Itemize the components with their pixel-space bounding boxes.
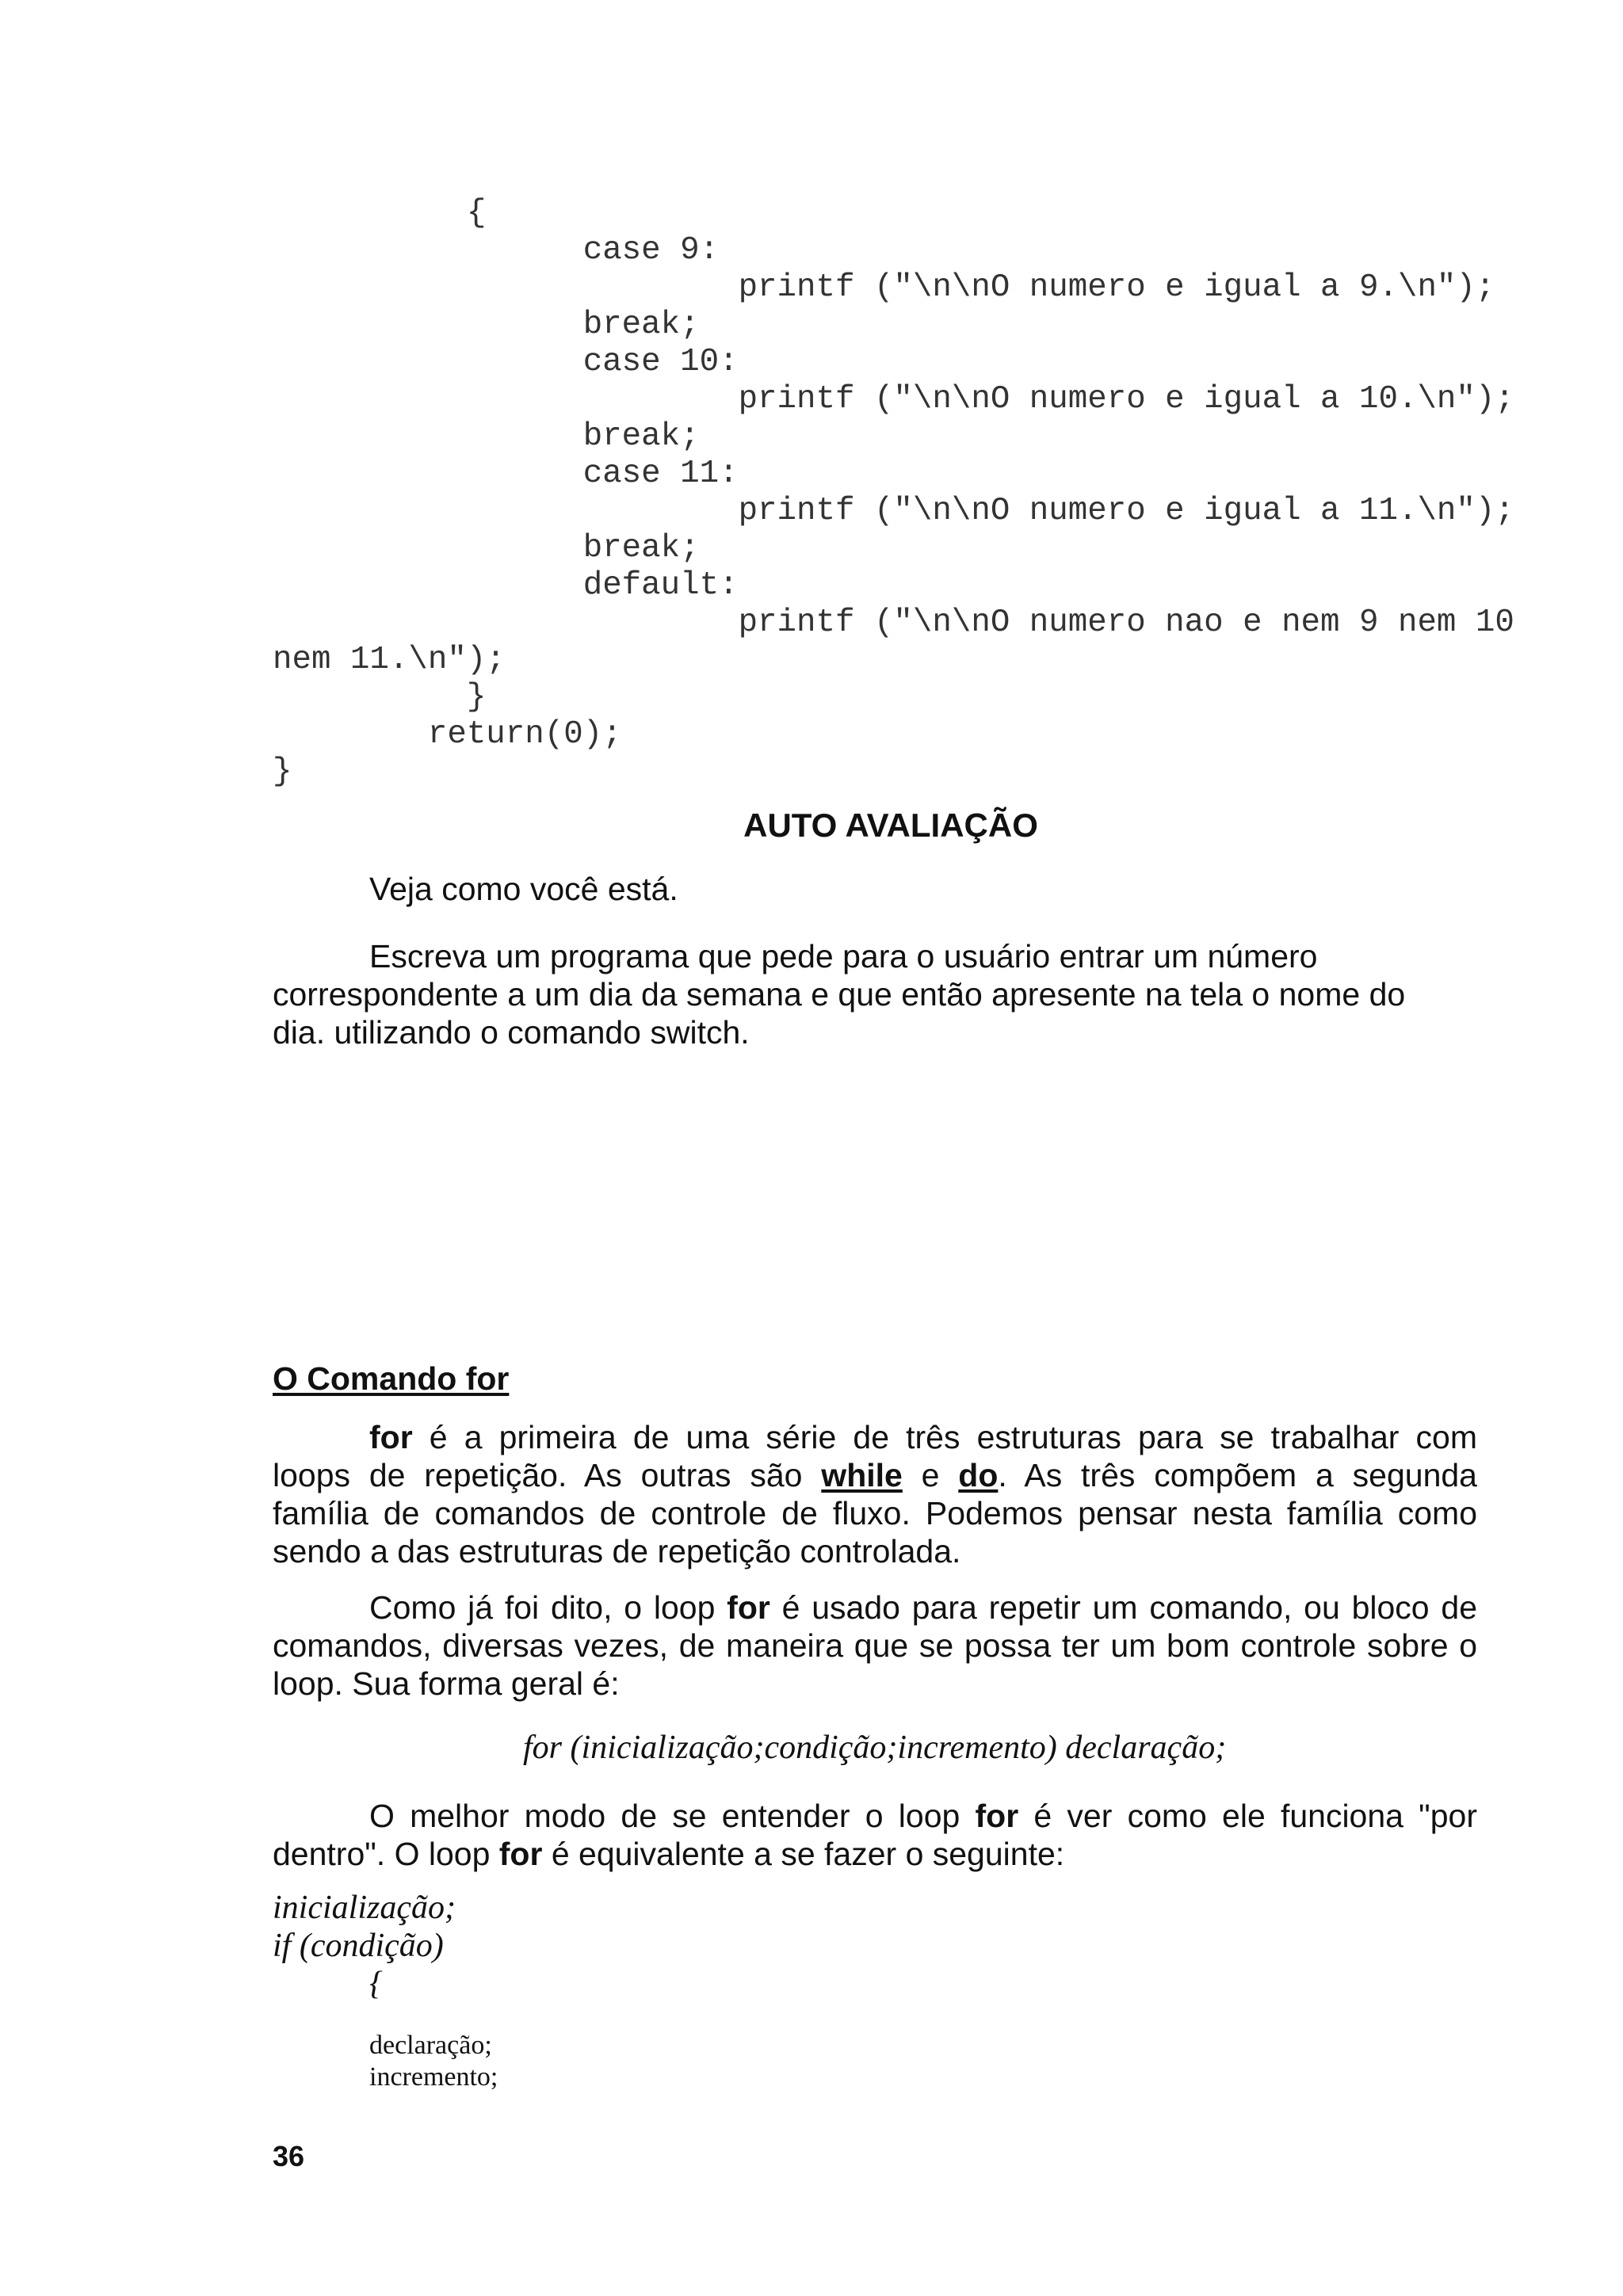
code-line: } — [273, 679, 487, 715]
keyword-for: for — [369, 1419, 413, 1455]
text: é equivalente a se fazer o seguinte: — [542, 1836, 1065, 1872]
keyword-for: for — [498, 1836, 543, 1872]
paragraph-line — [273, 1797, 1477, 1835]
text: e — [902, 1457, 959, 1493]
equivalent-line-if: if (condição) — [273, 1928, 444, 1964]
exercise-line: Escreva um programa que pede para o usuário entrar um número — [369, 938, 1318, 974]
exercise-paragraph — [273, 937, 1477, 1051]
paragraph-line: sendo a das estruturas de repetição controlada. — [273, 1533, 961, 1569]
paragraph-line: loop. Sua forma geral é: — [273, 1665, 620, 1702]
for-paragraph-1 — [273, 1418, 1477, 1570]
text: . As três compõem a segunda — [998, 1457, 1477, 1493]
code-line: break; — [273, 418, 700, 455]
code-line: printf ("\n\nO numero nao e nem 9 nem 10 — [273, 605, 1514, 641]
code-line: { — [273, 195, 487, 231]
code-line: return(0); — [273, 716, 622, 753]
paragraph-line — [273, 1456, 1477, 1494]
keyword-for: for — [727, 1589, 770, 1626]
code-line: break; — [273, 530, 700, 566]
equivalent-incremento: incremento; — [369, 2062, 498, 2092]
text: Como já foi dito, o loop — [369, 1589, 727, 1626]
text: é usado para repetir um comando, ou bloco de — [769, 1589, 1477, 1626]
code-line: printf ("\n\nO numero e igual a 9.\n"); — [273, 269, 1495, 306]
equivalent-open-brace: { — [369, 1966, 383, 2002]
text: é a primeira de uma série de três estruturas para se trabalhar com — [412, 1419, 1477, 1455]
code-line: } — [273, 753, 292, 790]
intro-text: Veja como você está. — [369, 871, 678, 907]
for-general-form: for (inicialização;condição;incremento) declaração; — [523, 1730, 1227, 1766]
code-line: printf ("\n\nO numero e igual a 11.\n"); — [273, 493, 1514, 529]
code-line: case 9: — [273, 232, 720, 269]
for-paragraph-3 — [273, 1797, 1477, 1873]
paragraph-line — [273, 1835, 1477, 1873]
text: dentro". O loop — [273, 1836, 499, 1872]
keyword-for: for — [975, 1798, 1019, 1834]
exercise-line: dia. utilizando o comando switch. — [273, 1014, 750, 1051]
code-line: nem 11.\n"); — [273, 642, 506, 678]
exercise-line: correspondente a um dia da semana e que então apresente na tela o nome do — [273, 976, 1406, 1013]
code-line: case 11: — [273, 456, 739, 492]
text: é ver como ele funciona "por — [1018, 1798, 1477, 1834]
code-listing — [273, 195, 1514, 791]
code-line: printf ("\n\nO numero e igual a 10.\n"); — [273, 381, 1514, 418]
section-heading-text: O Comando for — [273, 1360, 510, 1397]
keyword-while: while — [821, 1457, 903, 1493]
code-line: break; — [273, 307, 700, 343]
page-number: 36 — [273, 2140, 305, 2172]
equivalent-line-inicializacao: inicialização; — [273, 1890, 456, 1926]
code-line: case 10: — [273, 344, 739, 380]
equivalent-declaracao: declaração; — [369, 2031, 492, 2060]
section-heading-comando-for — [273, 1360, 509, 1398]
keyword-do: do — [958, 1457, 999, 1493]
section-heading-auto-avaliacao: AUTO AVALIAÇÃO — [743, 807, 1038, 844]
text: loops de repetição. As outras são — [273, 1457, 822, 1493]
paragraph-line: família de comandos de controle de fluxo. Podemos pensar nesta família como — [273, 1495, 1477, 1531]
paragraph-line — [273, 1589, 1477, 1627]
for-paragraph-2 — [273, 1589, 1477, 1703]
paragraph-line: comandos, diversas vezes, de maneira que se possa ter um bom controle sobre o — [273, 1627, 1477, 1664]
text: O melhor modo de se entender o loop — [369, 1798, 976, 1834]
paragraph-line — [273, 1418, 1477, 1456]
code-line: default: — [273, 567, 739, 604]
